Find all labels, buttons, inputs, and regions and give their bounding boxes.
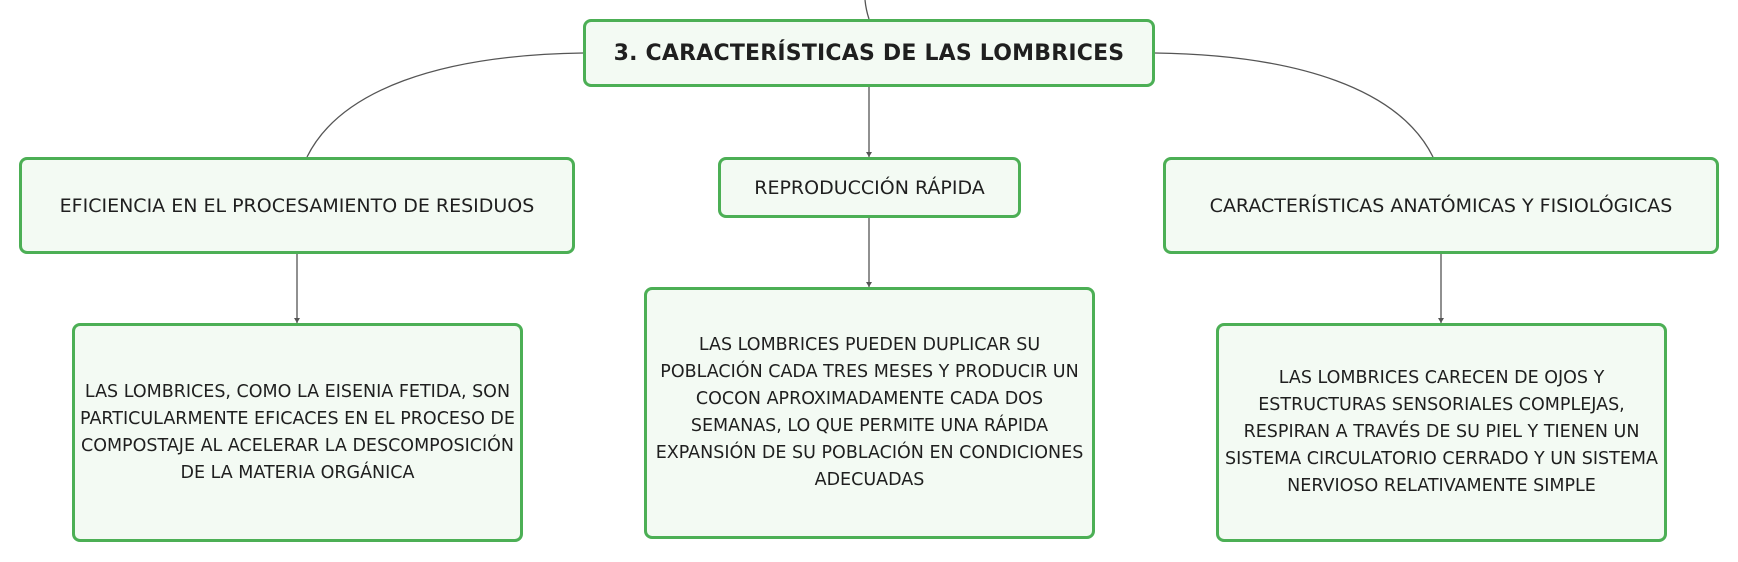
detail-text: LAS LOMBRICES, COMO LA EISENIA FETIDA, SON PARTICULARMENTE EFICACES EN EL PROCESO DE COMPOSTAJE AL ACELERAR LA DESCOMPOSICIÓN DE LA MATERIA ORGÁNICA: [80, 381, 515, 483]
connector-incoming: [865, 0, 869, 19]
topic-node-reproduccion[interactable]: [718, 157, 1021, 218]
detail-text: LAS LOMBRICES PUEDEN DUPLICAR SU POBLACIÓN CADA TRES MESES Y PRODUCIR UN COCON APROXIMADAMENTE CADA DOS SEMANAS, LO QUE PERMITE UNA RÁPIDA EXPANSIÓN DE SU POBLACIÓN EN CONDICIONES ADECUADAS: [655, 335, 1084, 490]
topic-node-procesamiento[interactable]: [19, 157, 575, 254]
topic-label: CARACTERÍSTICAS ANATÓMICAS Y FISIOLÓGICAS: [1209, 194, 1673, 217]
topic-label: REPRODUCCIÓN RÁPIDA: [754, 176, 985, 199]
detail-node-procesamiento[interactable]: [72, 323, 523, 542]
detail-node-reproduccion[interactable]: [644, 287, 1095, 539]
root-title: 3. CARACTERÍSTICAS DE LAS LOMBRICES: [613, 40, 1125, 66]
root-node[interactable]: [583, 19, 1155, 87]
topic-label: EFICIENCIA EN EL PROCESAMIENTO DE RESIDUOS: [59, 194, 535, 217]
detail-node-anatomicas[interactable]: [1216, 323, 1667, 542]
topic-node-anatomicas[interactable]: [1163, 157, 1719, 254]
connector-root-topic-3: [1155, 53, 1433, 157]
connector-root-topic-1: [307, 53, 583, 157]
detail-text: LAS LOMBRICES CARECEN DE OJOS Y ESTRUCTURAS SENSORIALES COMPLEJAS, RESPIRAN A TRAVÉS DE SU PIEL Y TIENEN UN SISTEMA CIRCULATORIO CERRADO Y UN SISTEMA NERVIOSO RELATIVAMENTE SIMPLE: [1225, 368, 1658, 496]
